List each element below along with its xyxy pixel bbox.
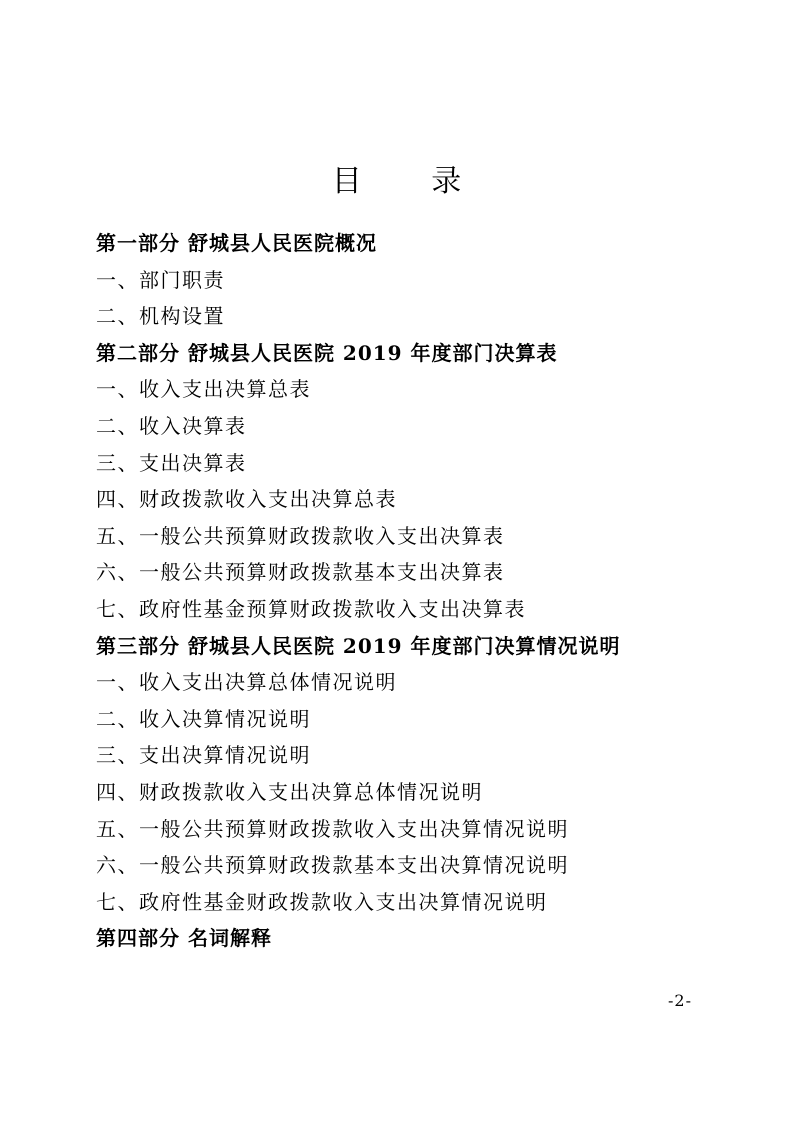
page-title: 目 录 xyxy=(331,164,492,200)
toc-part-4: 第四部分 名词解释 xyxy=(96,926,272,951)
toc-item: 三、支出决算情况说明 xyxy=(96,743,311,768)
toc-part-1: 第一部分 舒城县人民医院概况 xyxy=(96,231,377,255)
toc-item: 二、机构设置 xyxy=(96,304,225,329)
toc-item: 七、政府性基金财政拨款收入支出决算情况说明 xyxy=(96,889,548,914)
toc-item: 四、财政拨款收入支出决算总体情况说明 xyxy=(96,779,483,804)
toc-part-3: 第三部分 舒城县人民医院 2019 年度部门决算情况说明 xyxy=(96,633,621,658)
toc-item: 六、一般公共预算财政拨款基本支出决算表 xyxy=(96,560,505,585)
toc-item: 七、政府性基金预算财政拨款收入支出决算表 xyxy=(96,596,526,621)
table-of-contents xyxy=(96,225,736,957)
toc-part-2: 第二部分 舒城县人民医院 2019 年度部门决算表 xyxy=(96,340,558,365)
toc-item: 三、支出决算表 xyxy=(96,450,247,475)
toc-item: 一、收入支出决算总表 xyxy=(96,377,311,402)
toc-item: 六、一般公共预算财政拨款基本支出决算情况说明 xyxy=(96,853,569,878)
toc-item: 二、收入决算情况说明 xyxy=(96,706,311,731)
toc-item: 四、财政拨款收入支出决算总表 xyxy=(96,487,397,512)
toc-item: 五、一般公共预算财政拨款收入支出决算情况说明 xyxy=(96,816,569,841)
page-number: -2- xyxy=(668,991,692,1010)
toc-item: 一、部门职责 xyxy=(96,267,225,292)
toc-item: 五、一般公共预算财政拨款收入支出决算表 xyxy=(96,523,505,548)
toc-item: 二、收入决算表 xyxy=(96,413,247,438)
toc-item: 一、收入支出决算总体情况说明 xyxy=(96,670,397,695)
